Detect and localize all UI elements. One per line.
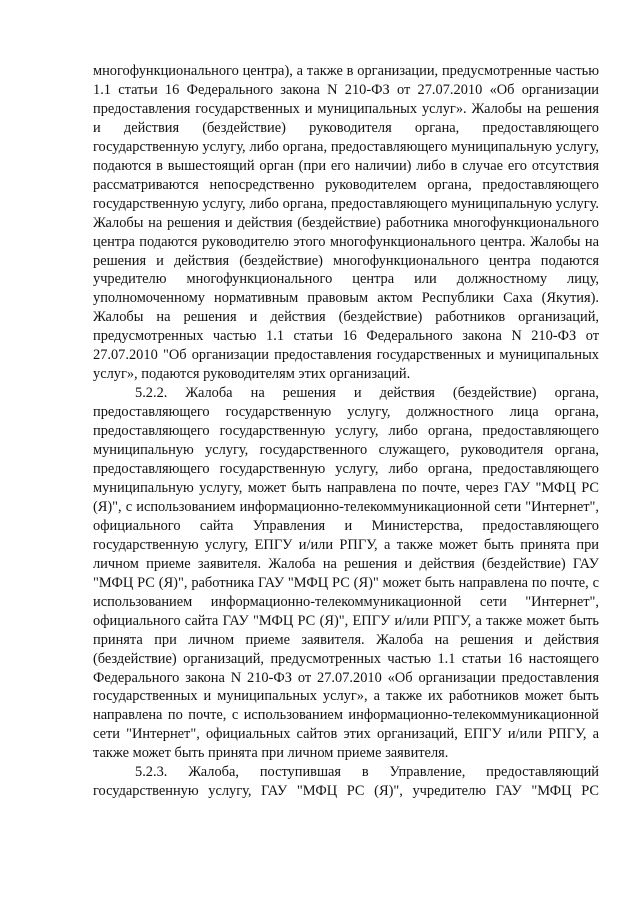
paragraph-5-2-3: 5.2.3. Жалоба, поступившая в Управление, предоставляющий государственную услугу, ГАУ "МФЦ РС (Я)", учредителю ГАУ "МФЦ РС [93, 764, 599, 800]
paragraph-5-2-2: 5.2.2. Жалоба на решения и действия (бездействие) органа, предоставляющего государственную услугу, должностного лица органа, предоставляющего государственную услугу, либо органа, предоставляющего муниципальную услугу, государственного служащего, руководителя органа, предоставляющего государственную услугу, либо органа, предоставляющего муниципальную услугу, может быть направлена по почте, через ГАУ "МФЦ РС (Я)", с использованием информационно-телекоммуникационной сети "Интернет", официального сайта Управления и Министерства, предоставляющего государственную услугу, ЕПГУ и/или РПГУ, а также может быть принята при личном приеме заявителя. Жалоба на решения и действия (бездействие) ГАУ "МФЦ РС (Я)", работника ГАУ "МФЦ РС (Я)" может быть направлена по почте, с использованием информационно-телекоммуникационной сети "Интернет", официального сайта ГАУ "МФЦ РС (Я)", ЕПГУ и/или РПГУ, а также может быть принята при личном приеме заявителя. Жалоба на решения и действия (бездействие) организаций, предусмотренных частью 1.1 статьи 16 настоящего Федерального закона N 210-ФЗ от 27.07.2010 «Об организации предоставления государственных и муниципальных услуг», а также их работников может быть направлена по почте, с использованием информационно-телекоммуникационной сети "Интернет", официальных сайтов этих организаций, ЕПГУ и/или РПГУ, а также может быть принята при личном приеме заявителя. [93, 385, 599, 762]
paragraph-continuation: многофункционального центра), а также в организации, предусмотренные частью 1.1 статьи 16 Федерального закона N 210-ФЗ от 27.07.2010 «Об организации предоставления государственных и муниципальных услуг». Жалобы на решения и действия (бездействие) руководителя органа, предоставляющего государственную услугу, либо органа, предоставляющего муниципальную услугу, подаются в вышестоящий орган (при его наличии) либо в случае его отсутствия рассматриваются непосредственно руководителем органа, предоставляющего государственную услугу, либо органа, предоставляющего муниципальную услугу. Жалобы на решения и действия (бездействие) работника многофункционального центра подаются руководителю этого многофункционального центра. Жалобы на решения и действия (бездействие) многофункционального центра подаются учредителю многофункционального центра или должностному лицу, уполномоченному нормативным правовым актом Республики Саха (Якутия). Жалобы на решения и действия (бездействие) работников организаций, предусмотренных частью 1.1 статьи 16 Федерального закона N 210-ФЗ от 27.07.2010 "Об организации предоставления государственных и муниципальных услуг», подаются руководителям этих организаций. [93, 63, 599, 383]
document-page [93, 62, 599, 801]
